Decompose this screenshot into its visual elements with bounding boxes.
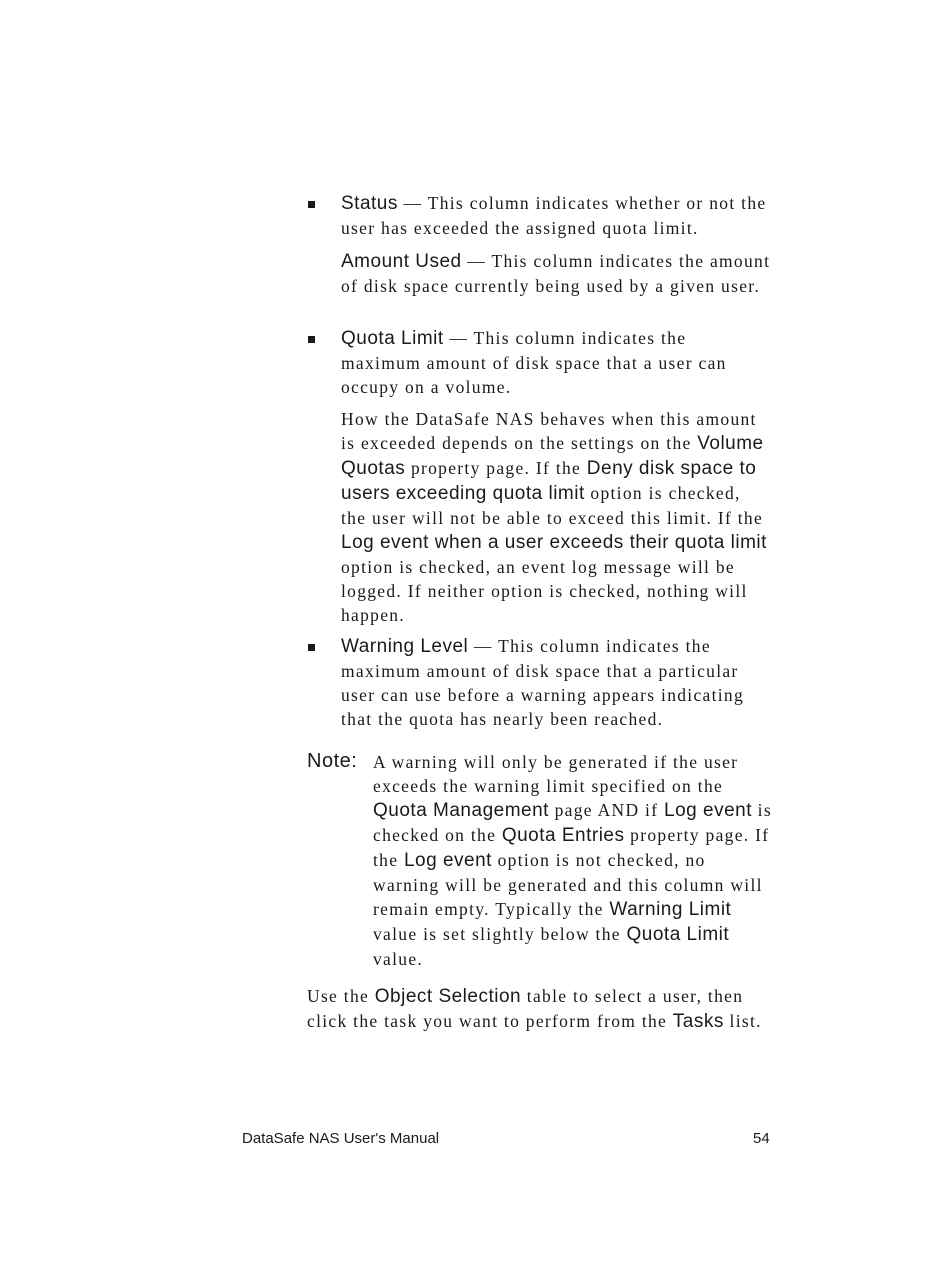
- note-text: is checked on the: [373, 800, 772, 845]
- warning-level-description: — This column indicates the maximum amount of disk space that a particular user can use before a warning appears indicating that the quota has nearly been reached.: [341, 636, 745, 729]
- note-text: value is set slightly below the: [373, 924, 627, 944]
- note-body: [373, 750, 773, 971]
- detail-text: How the DataSafe NAS behaves when this amount is exceeded depends on the settings on the: [341, 409, 757, 453]
- status-term: Status: [341, 193, 398, 214]
- note-text: page AND if: [548, 800, 665, 820]
- quota-management-term: Quota Management: [373, 800, 549, 821]
- bullet-marker: [308, 201, 315, 208]
- amount-used-item: [341, 249, 771, 298]
- note-text: A warning will only be generated if the user exceeds the warning limit specified on the: [373, 752, 739, 796]
- log-event-exceeds-term: Log event when a user exceeds their quota limit: [341, 532, 767, 553]
- bullet-marker: [308, 336, 315, 343]
- amount-used-term: Amount Used: [341, 251, 462, 272]
- detail-text: property page. If the: [405, 458, 587, 478]
- note-text: property page. If the: [373, 825, 770, 870]
- closing-text: Use the: [307, 986, 375, 1006]
- closing-paragraph: [307, 984, 777, 1034]
- warning-limit-term: Warning Limit: [609, 899, 732, 920]
- detail-text: option is checked, the user will not be able to exceed this limit. If the: [341, 483, 764, 528]
- quota-limit-description: — This column indicates the maximum amount of disk space that a user can occupy on a volume.: [341, 328, 727, 397]
- footer-manual-title: DataSafe NAS User's Manual: [242, 1130, 440, 1147]
- quota-limit-term: Quota Limit: [626, 924, 730, 945]
- volume-quotas-term: Volume Quotas: [341, 433, 764, 479]
- bullet-marker: [308, 644, 315, 651]
- object-selection-term: Object Selection: [374, 986, 522, 1007]
- closing-text: table to select a user, then click the task you want to perform from the: [307, 986, 744, 1031]
- deny-disk-space-term: Deny disk space to users exceeding quota limit: [341, 458, 757, 504]
- log-event-term: Log event: [664, 800, 752, 821]
- log-event-term: Log event: [403, 850, 492, 871]
- detail-text: option is checked, an event log message will be logged. If neither option is checked, nothing will happen.: [341, 557, 748, 625]
- note-label: Note:: [307, 750, 358, 772]
- status-item: [341, 191, 771, 240]
- note-text: option is not checked, no warning will be generated and this column will remain empty. Typically the: [373, 850, 763, 919]
- tasks-term: Tasks: [672, 1011, 724, 1032]
- amount-used-description: — This column indicates the amount of disk space currently being used by a given user.: [341, 251, 771, 296]
- quota-limit-item: [341, 326, 771, 399]
- warning-level-item: [341, 634, 771, 731]
- warning-level-term: Warning Level: [341, 636, 469, 657]
- closing-text: list.: [723, 1011, 762, 1031]
- quota-limit-term: Quota Limit: [341, 328, 444, 349]
- note-text: value.: [373, 949, 424, 969]
- quota-entries-term: Quota Entries: [501, 825, 625, 846]
- quota-limit-detail: [341, 407, 771, 627]
- footer-page-number: 54: [753, 1130, 770, 1147]
- status-description: — This column indicates whether or not the user has exceeded the assigned quota limit.: [341, 193, 767, 238]
